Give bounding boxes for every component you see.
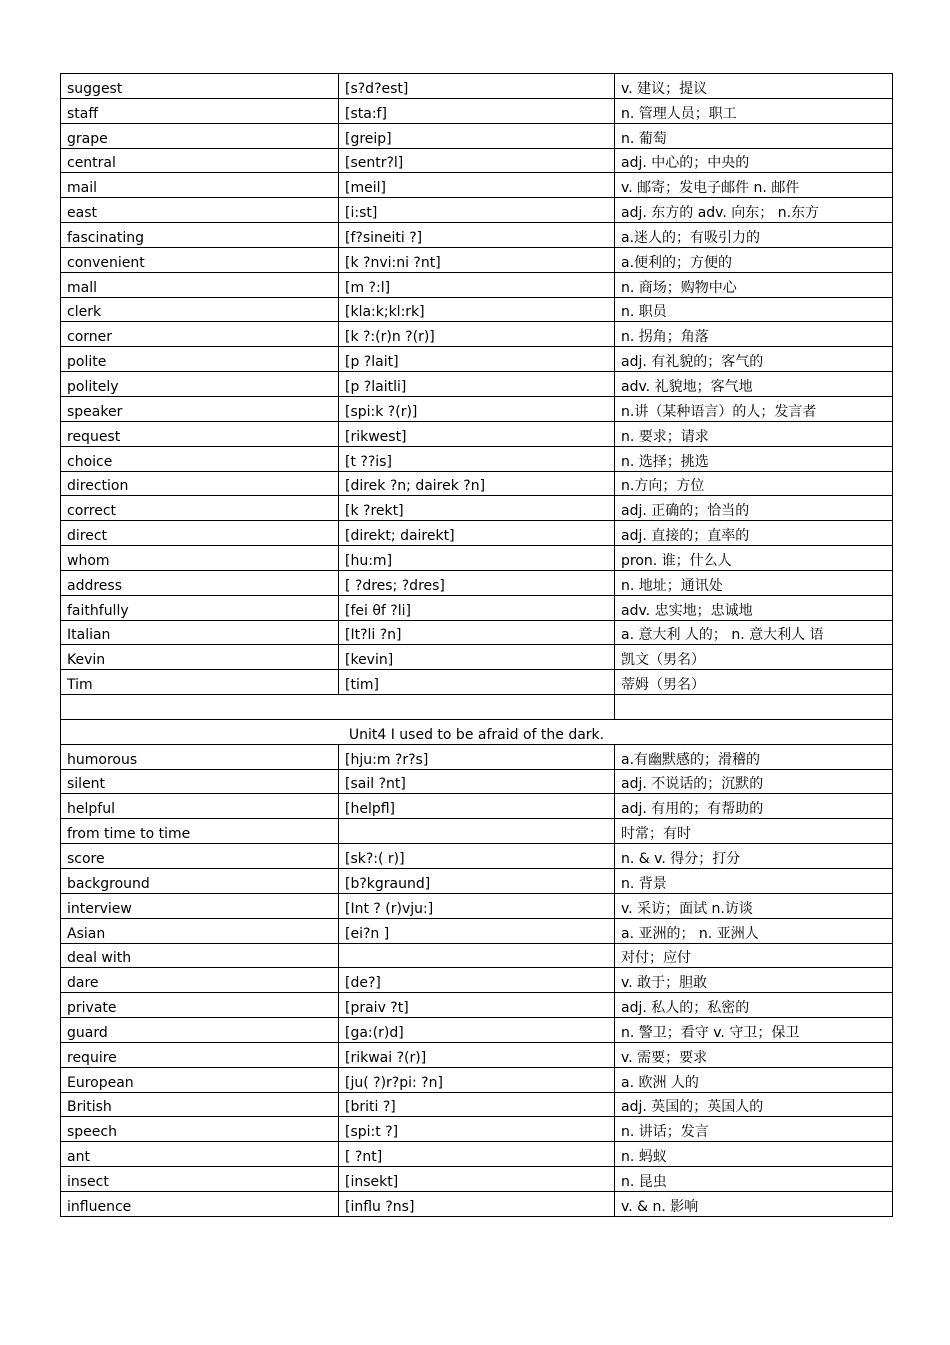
table-row [61,844,893,869]
table-row [61,372,893,397]
meaning-cell: n. 背景 [615,869,893,894]
meaning-cell: n. 讲话；发言 [615,1117,893,1142]
word-cell: deal with [61,943,339,968]
empty-cell [61,695,615,720]
word-cell: polite [61,347,339,372]
phonetic-cell: [sail ?nt] [339,769,615,794]
table-row [61,446,893,471]
table-row [61,943,893,968]
table-row [61,744,893,769]
meaning-cell: n. 地址；通讯处 [615,570,893,595]
meaning-cell: adj. 有礼貌的；客气的 [615,347,893,372]
meaning-cell: 时常；有时 [615,819,893,844]
word-cell: choice [61,446,339,471]
phonetic-cell: [f?sineiti ?] [339,223,615,248]
phonetic-cell: [t ??is] [339,446,615,471]
meaning-cell: adv. 忠实地；忠诚地 [615,595,893,620]
phonetic-cell: [briti ?] [339,1092,615,1117]
table-row [61,98,893,123]
meaning-cell: 蒂姆（男名） [615,670,893,695]
meaning-cell: n. 昆虫 [615,1167,893,1192]
word-cell: ant [61,1142,339,1167]
table-row [61,1092,893,1117]
phonetic-cell: [k ?rekt] [339,496,615,521]
phonetic-cell: [k ?:(r)n ?(r)] [339,322,615,347]
meaning-cell: v. 采访；面试 n.访谈 [615,893,893,918]
meaning-cell: n.讲（某种语言）的人；发言者 [615,396,893,421]
phonetic-cell: [spi:k ?(r)] [339,396,615,421]
meaning-cell: adj. 不说话的；沉默的 [615,769,893,794]
phonetic-cell: [spi:t ?] [339,1117,615,1142]
meaning-cell: 凯文（男名） [615,645,893,670]
meaning-cell: v. 敢于；胆敢 [615,968,893,993]
word-cell: guard [61,1018,339,1043]
table-row [61,74,893,99]
table-row [61,247,893,272]
word-cell: Kevin [61,645,339,670]
table-row [61,297,893,322]
phonetic-cell: [i:st] [339,198,615,223]
word-cell: correct [61,496,339,521]
phonetic-cell: [ ?dres; ?dres] [339,570,615,595]
phonetic-cell: [rikwai ?(r)] [339,1042,615,1067]
word-cell: British [61,1092,339,1117]
phonetic-cell: [p ?lait] [339,347,615,372]
phonetic-cell: [p ?laitli] [339,372,615,397]
meaning-cell: n. 管理人员；职工 [615,98,893,123]
meaning-cell: v. 建议；提议 [615,74,893,99]
meaning-cell: a. 亚洲的； n. 亚洲人 [615,918,893,943]
phonetic-cell: [s?d?est] [339,74,615,99]
meaning-cell: v. 需要；要求 [615,1042,893,1067]
table-row [61,918,893,943]
word-cell: helpful [61,794,339,819]
table-row [61,1018,893,1043]
meaning-cell: n. 蚂蚁 [615,1142,893,1167]
table-row [61,769,893,794]
phonetic-cell: [It?li ?n] [339,620,615,645]
phonetic-cell: [direkt; dairekt] [339,521,615,546]
meaning-cell: n. 选择；挑选 [615,446,893,471]
meaning-cell: adj. 英国的；英国人的 [615,1092,893,1117]
word-cell: Italian [61,620,339,645]
word-cell: politely [61,372,339,397]
word-cell: European [61,1067,339,1092]
table-row [61,869,893,894]
table-row [61,1042,893,1067]
meaning-cell: a. 意大利 人的； n. 意大利人 语 [615,620,893,645]
empty-cell [615,695,893,720]
word-cell: suggest [61,74,339,99]
meaning-cell: adj. 中心的；中央的 [615,148,893,173]
phonetic-cell: [greip] [339,123,615,148]
table-row [61,496,893,521]
table-row [61,471,893,496]
meaning-cell: n. & v. 得分；打分 [615,844,893,869]
word-cell: silent [61,769,339,794]
meaning-cell: v. 邮寄；发电子邮件 n. 邮件 [615,173,893,198]
table-row [61,893,893,918]
phonetic-cell: [Int ? (r)vju:] [339,893,615,918]
word-cell: direction [61,471,339,496]
word-cell: influence [61,1191,339,1216]
table-row [61,620,893,645]
word-cell: speech [61,1117,339,1142]
meaning-cell: adj. 正确的；恰当的 [615,496,893,521]
table-row [61,1167,893,1192]
phonetic-cell: [fei θf ?li] [339,595,615,620]
word-cell: interview [61,893,339,918]
phonetic-cell: [tim] [339,670,615,695]
phonetic-cell: [ei?n ] [339,918,615,943]
phonetic-cell: [hu:m] [339,546,615,571]
meaning-cell: adj. 东方的 adv. 向东； n.东方 [615,198,893,223]
phonetic-cell: [m ?:l] [339,272,615,297]
vocabulary-table [60,73,893,1217]
phonetic-cell: [praiv ?t] [339,993,615,1018]
word-cell: corner [61,322,339,347]
table-row [61,223,893,248]
word-cell: score [61,844,339,869]
meaning-cell: adj. 私人的；私密的 [615,993,893,1018]
phonetic-cell: [kevin] [339,645,615,670]
unit-title-row [61,719,893,744]
phonetic-cell: [sta:f] [339,98,615,123]
meaning-cell: v. & n. 影响 [615,1191,893,1216]
table-row [61,421,893,446]
word-cell: mall [61,272,339,297]
meaning-cell: n. 商场；购物中心 [615,272,893,297]
phonetic-cell: [sk?:( r)] [339,844,615,869]
table-row [61,570,893,595]
word-cell: grape [61,123,339,148]
word-cell: require [61,1042,339,1067]
word-cell: central [61,148,339,173]
word-cell: direct [61,521,339,546]
table-row [61,1142,893,1167]
table-row [61,173,893,198]
table-row [61,396,893,421]
phonetic-cell: [hju:m ?r?s] [339,744,615,769]
table-row [61,1191,893,1216]
meaning-cell: n. 职员 [615,297,893,322]
meaning-cell: n. 拐角；角落 [615,322,893,347]
phonetic-cell: [insekt] [339,1167,615,1192]
table-row [61,1067,893,1092]
word-cell: faithfully [61,595,339,620]
table-row [61,993,893,1018]
table-row [61,670,893,695]
meaning-cell: a.有幽默感的；滑稽的 [615,744,893,769]
word-cell: clerk [61,297,339,322]
empty-row [61,695,893,720]
phonetic-cell: [ju( ?)r?pi: ?n] [339,1067,615,1092]
phonetic-cell: [ ?nt] [339,1142,615,1167]
word-cell: address [61,570,339,595]
phonetic-cell [339,943,615,968]
table-row [61,968,893,993]
phonetic-cell: [influ ?ns] [339,1191,615,1216]
phonetic-cell: [b?kgraund] [339,869,615,894]
phonetic-cell: [sentr?l] [339,148,615,173]
phonetic-cell: [kla:k;kl:rk] [339,297,615,322]
word-cell: Asian [61,918,339,943]
word-cell: private [61,993,339,1018]
meaning-cell: n. 要求；请求 [615,421,893,446]
table-row [61,645,893,670]
word-cell: convenient [61,247,339,272]
meaning-cell: adj. 有用的；有帮助的 [615,794,893,819]
word-cell: Tim [61,670,339,695]
meaning-cell: pron. 谁；什么人 [615,546,893,571]
meaning-cell: a.便利的；方便的 [615,247,893,272]
word-cell: from time to time [61,819,339,844]
table-row [61,521,893,546]
table-row [61,1117,893,1142]
word-cell: east [61,198,339,223]
table-row [61,595,893,620]
table-row [61,198,893,223]
word-cell: fascinating [61,223,339,248]
table-row [61,123,893,148]
meaning-cell: n.方向；方位 [615,471,893,496]
phonetic-cell: [k ?nvi:ni ?nt] [339,247,615,272]
table-row [61,148,893,173]
meaning-cell: adj. 直接的；直率的 [615,521,893,546]
table-row [61,347,893,372]
unit-title: Unit4 I used to be afraid of the dark. [61,719,893,744]
word-cell: mail [61,173,339,198]
vocabulary-table-body [61,74,893,1217]
word-cell: staff [61,98,339,123]
word-cell: whom [61,546,339,571]
phonetic-cell: [meil] [339,173,615,198]
meaning-cell: a. 欧洲 人的 [615,1067,893,1092]
word-cell: speaker [61,396,339,421]
meaning-cell: 对付；应付 [615,943,893,968]
meaning-cell: n. 警卫；看守 v. 守卫；保卫 [615,1018,893,1043]
table-row [61,322,893,347]
phonetic-cell: [direk ?n; dairek ?n] [339,471,615,496]
table-row [61,546,893,571]
word-cell: background [61,869,339,894]
table-row [61,794,893,819]
meaning-cell: adv. 礼貌地；客气地 [615,372,893,397]
table-row [61,819,893,844]
table-row [61,272,893,297]
meaning-cell: n. 葡萄 [615,123,893,148]
word-cell: request [61,421,339,446]
phonetic-cell: [helpfl] [339,794,615,819]
meaning-cell: a.迷人的；有吸引力的 [615,223,893,248]
phonetic-cell: [rikwest] [339,421,615,446]
phonetic-cell: [de?] [339,968,615,993]
word-cell: dare [61,968,339,993]
word-cell: humorous [61,744,339,769]
word-cell: insect [61,1167,339,1192]
phonetic-cell: [ga:(r)d] [339,1018,615,1043]
phonetic-cell [339,819,615,844]
